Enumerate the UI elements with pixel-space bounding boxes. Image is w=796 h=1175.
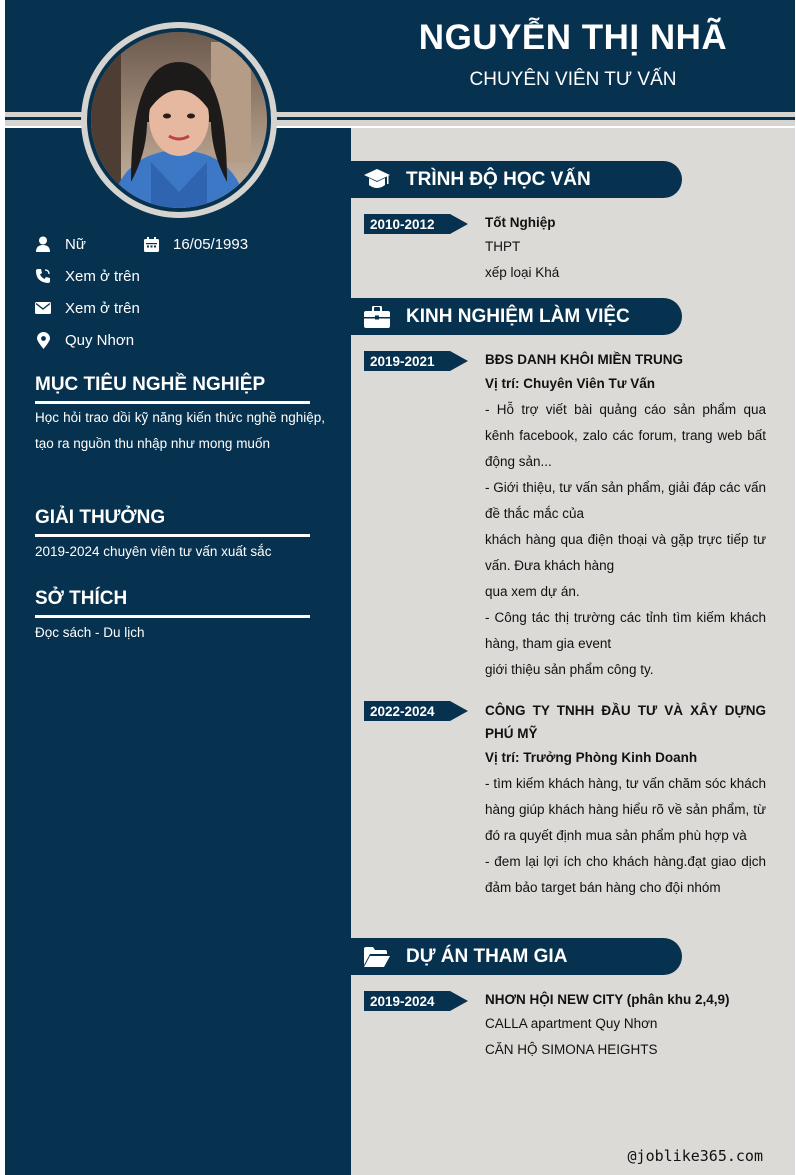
objective-text: Học hỏi trao dồi kỹ năng kiến thức nghề nghiệp, tạo ra nguồn thu nhập như mong muốn bbox=[35, 410, 325, 451]
email-value: Xem ở trên bbox=[65, 299, 140, 317]
experience-header bbox=[351, 298, 682, 335]
projects-title: DỰ ÁN THAM GIA bbox=[406, 945, 568, 967]
education-line: xếp loại Khá bbox=[485, 265, 560, 280]
address-row bbox=[35, 329, 134, 351]
experience-entry bbox=[485, 699, 766, 901]
cv-page bbox=[5, 0, 795, 1175]
experience-line: khách hàng qua điện thoại và gặp trực tiếp tư vấn. Đưa khách hàng bbox=[485, 532, 766, 573]
hobbies-text: Đọc sách - Du lịch bbox=[35, 625, 145, 640]
experience-line: - đem lại lợi ích cho khách hàng.đạt giao dịch đảm bảo target bán hàng cho đội nhóm bbox=[485, 854, 766, 895]
education-date: 2010-2012 bbox=[364, 214, 450, 234]
map-pin-icon bbox=[35, 332, 51, 348]
project-heading: NHƠN HỘI NEW CITY (phân khu 2,4,9) bbox=[485, 992, 730, 1007]
experience-line: giới thiệu sản phẩm công ty. bbox=[485, 662, 654, 677]
briefcase-icon bbox=[364, 304, 390, 330]
birthday-row bbox=[143, 233, 248, 255]
gender-row bbox=[35, 233, 86, 255]
experience-line: - Giới thiệu, tư vấn sản phẩm, giải đáp các vấn đề thắc mắc của bbox=[485, 480, 766, 521]
folder-open-icon bbox=[364, 944, 390, 970]
envelope-icon bbox=[35, 300, 51, 316]
phone-row bbox=[35, 265, 140, 287]
education-heading: Tốt Nghiệp bbox=[485, 215, 556, 230]
awards-title: GIẢI THƯỞNG bbox=[35, 507, 310, 537]
graduation-cap-icon bbox=[364, 167, 390, 193]
avatar-photo bbox=[91, 32, 267, 208]
project-entry bbox=[485, 988, 766, 1063]
project-date-tag bbox=[364, 991, 468, 1011]
project-line: CALLA apartment Quy Nhơn bbox=[485, 1016, 658, 1031]
experience-title: KINH NGHIỆM LÀM VIỆC bbox=[406, 305, 630, 327]
phone-value: Xem ở trên bbox=[65, 267, 140, 285]
birthday-value: 16/05/1993 bbox=[173, 235, 249, 253]
experience-role: Vị trí: Chuyên Viên Tư Vấn bbox=[485, 376, 656, 391]
experience-role: Vị trí: Trưởng Phòng Kinh Doanh bbox=[485, 750, 698, 765]
email-row bbox=[35, 297, 140, 319]
experience-line: - Công tác thị trường các tỉnh tìm kiếm khách hàng, tham gia event bbox=[485, 610, 766, 651]
experience-heading: BĐS DANH KHÔI MIỀN TRUNG bbox=[485, 352, 683, 367]
phone-icon bbox=[35, 268, 51, 284]
experience-line: - Hỗ trợ viết bài quảng cáo sản phẩm qua kênh facebook, zalo các forum, trang web bất động sản... bbox=[485, 402, 766, 469]
objective-title: MỤC TIÊU NGHỀ NGHIỆP bbox=[35, 374, 310, 404]
experience-entry bbox=[485, 348, 766, 683]
education-entry bbox=[485, 211, 766, 286]
hobbies-title: SỞ THÍCH bbox=[35, 588, 310, 618]
projects-header bbox=[351, 938, 682, 975]
experience-heading: CÔNG TY TNHH ĐẦU TƯ VÀ XÂY DỰNG PHÚ MỸ bbox=[485, 703, 766, 741]
experience-date: 2022-2024 bbox=[364, 701, 450, 721]
candidate-title: CHUYÊN VIÊN TƯ VẤN bbox=[469, 69, 677, 90]
education-line: THPT bbox=[485, 239, 521, 254]
candidate-name: NGUYỄN THỊ NHÃ bbox=[418, 18, 728, 57]
project-line: CĂN HỘ SIMONA HEIGHTS bbox=[485, 1042, 658, 1057]
awards-text: 2019-2024 chuyên viên tư vấn xuất sắc bbox=[35, 544, 272, 559]
user-icon bbox=[35, 236, 51, 252]
gender-value: Nữ bbox=[65, 235, 86, 253]
address-value: Quy Nhơn bbox=[65, 331, 135, 349]
education-date-tag bbox=[364, 214, 468, 234]
project-date: 2019-2024 bbox=[364, 991, 450, 1011]
experience-date: 2019-2021 bbox=[364, 351, 450, 371]
experience-date-tag bbox=[364, 351, 468, 371]
calendar-icon bbox=[143, 236, 159, 252]
experience-line: - tìm kiếm khách hàng, tư vấn chăm sóc khách hàng giúp khách hàng hiểu rõ về sản phẩm, từ đó ra quyết định mua sản phẩm phù hợp và bbox=[485, 776, 766, 843]
experience-line: qua xem dự án. bbox=[485, 584, 580, 599]
avatar bbox=[91, 32, 267, 208]
education-header bbox=[351, 161, 682, 198]
education-title: TRÌNH ĐỘ HỌC VẤN bbox=[406, 168, 591, 190]
experience-date-tag bbox=[364, 701, 468, 721]
watermark: @joblike365.com bbox=[627, 1147, 763, 1165]
